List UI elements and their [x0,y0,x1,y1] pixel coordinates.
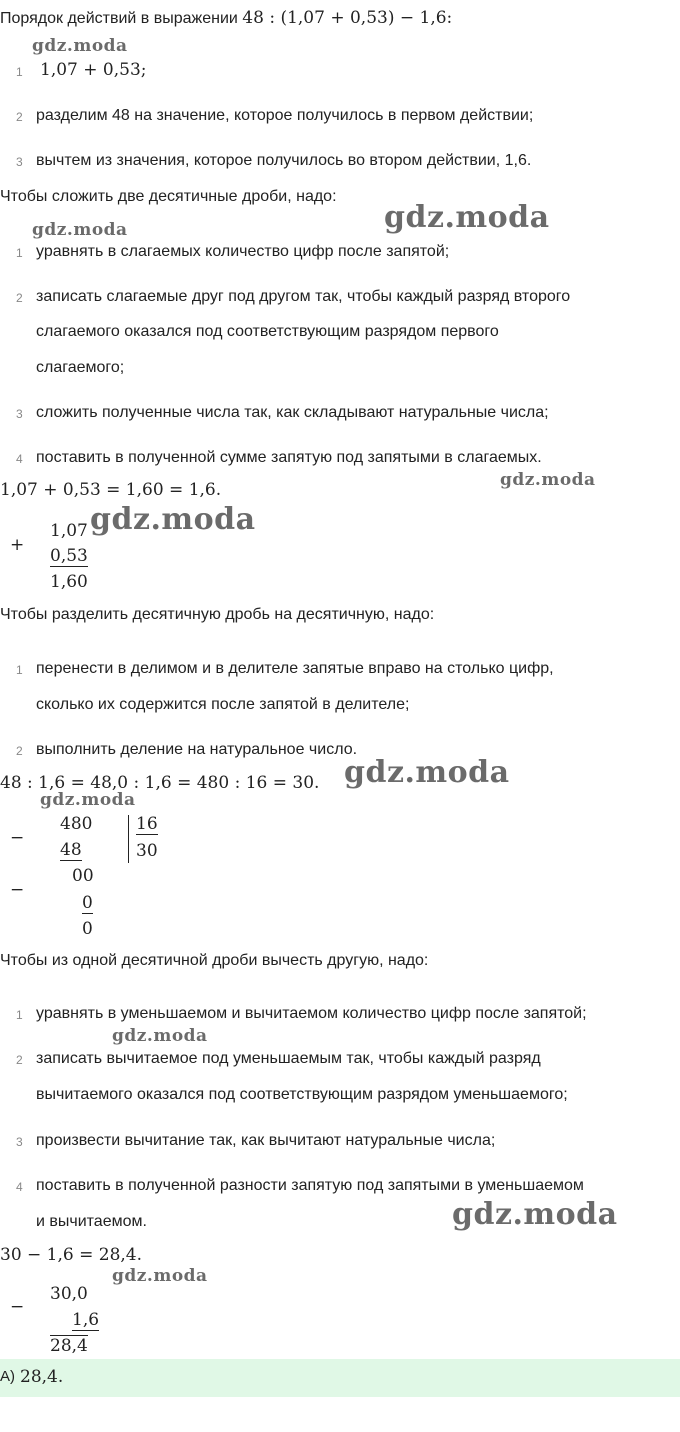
step-text: и вычитаемом. [36,1213,147,1230]
plus-sign: + [10,535,25,555]
remainder: 00 [72,866,94,886]
section-heading: Чтобы сложить две десятичные дроби, надо: [0,188,337,205]
section-heading: Чтобы разделить десятичную дробь на десятичную, надо: [0,606,435,623]
addend: 1,07 [50,521,88,541]
divisor: 16 [136,814,158,834]
step-text: уравнять в уменьшаемом и вычитаемом количество цифр после запятой; [36,1005,587,1022]
watermark: gdz.moda [40,790,136,810]
equation: 48 : 1,6 = 48,0 : 1,6 = 480 : 16 = 30. [0,773,320,793]
watermark: gdz.moda [112,1266,208,1286]
watermark: gdz.moda [384,200,550,235]
step-text: произвести вычитание так, как вычитают натуральные числа; [36,1132,496,1149]
subtrahend: 1,6 [72,1310,100,1330]
step-number: 1 [16,65,23,79]
dividend: 480 [60,814,93,834]
step-text: поставить в полученной разности запятую под запятыми в уменьшаемом [36,1177,584,1194]
minus-sign: − [10,880,25,900]
step-number: 3 [16,1135,23,1149]
step-number: 2 [16,744,23,758]
watermark: gdz.moda [90,502,256,537]
step-text: 1,07 + 0,53; [40,60,147,80]
answer-label: А) [0,1368,15,1385]
intro-line [0,8,452,28]
step-text: выполнить деление на натуральное число. [36,741,358,758]
step-number: 1 [16,663,23,677]
section-heading: Чтобы из одной десятичной дроби вычесть другую, надо: [0,952,429,969]
step-number: 2 [16,110,23,124]
sum-result: 1,60 [50,572,88,592]
minus-sign: − [10,1297,25,1317]
addend: 0,53 [50,546,88,566]
difference-result: 28,4 [50,1336,88,1356]
step-text: разделим 48 на значение, которое получилось в первом действии; [36,107,534,124]
step-number: 4 [16,452,23,466]
watermark: gdz.moda [500,470,596,490]
step-text: записать слагаемые друг под другом так, чтобы каждый разряд второго [36,288,571,305]
step-text: сложить полученные числа так, как складывают натуральные числа; [36,404,549,421]
step-number: 4 [16,1180,23,1194]
step-text: поставить в полученной сумме запятую под запятыми в слагаемых. [36,449,542,466]
step-number: 3 [16,155,23,169]
equation: 1,07 + 0,53 = 1,60 = 1,6. [0,480,222,500]
answer-banner [0,1359,680,1397]
step-text: вычтем из значения, которое получилось во втором действии, 1,6. [36,152,532,169]
answer-value: 28,4. [20,1367,64,1387]
step-text: записать вычитаемое под уменьшаемым так, чтобы каждый разряд [36,1050,541,1067]
step-text: сколько их содержится после запятой в делителе; [36,696,410,713]
step-number: 1 [16,246,23,260]
intro-expression: 48 : (1,07 + 0,53) − 1,6: [242,8,453,28]
step-text: уравнять в слагаемых количество цифр после запятой; [36,243,450,260]
intro-text: Порядок действий в выражении [0,10,243,27]
watermark: gdz.moda [344,755,510,790]
subtrahend: 48 [60,840,82,860]
watermark: gdz.moda [32,36,128,56]
equation: 30 − 1,6 = 28,4. [0,1245,143,1265]
quotient: 30 [136,841,158,861]
watermark: gdz.moda [452,1197,618,1232]
step-number: 1 [16,1008,23,1022]
step-number: 2 [16,1053,23,1067]
minus-sign: − [10,828,25,848]
watermark: gdz.moda [32,220,128,240]
watermark: gdz.moda [112,1026,208,1046]
step-text: слагаемого оказался под соответствующим разрядом первого [36,323,499,340]
step-number: 2 [16,291,23,305]
step-text: вычитаемого оказался под соответствующим разрядом уменьшаемого; [36,1086,568,1103]
step-text: слагаемого; [36,359,125,376]
remainder: 0 [82,919,93,939]
subtrahend: 0 [82,893,93,913]
step-text: перенести в делимом и в делителе запятые вправо на столько цифр, [36,660,554,677]
minuend: 30,0 [50,1284,88,1304]
step-number: 3 [16,407,23,421]
division-bracket [128,815,129,863]
